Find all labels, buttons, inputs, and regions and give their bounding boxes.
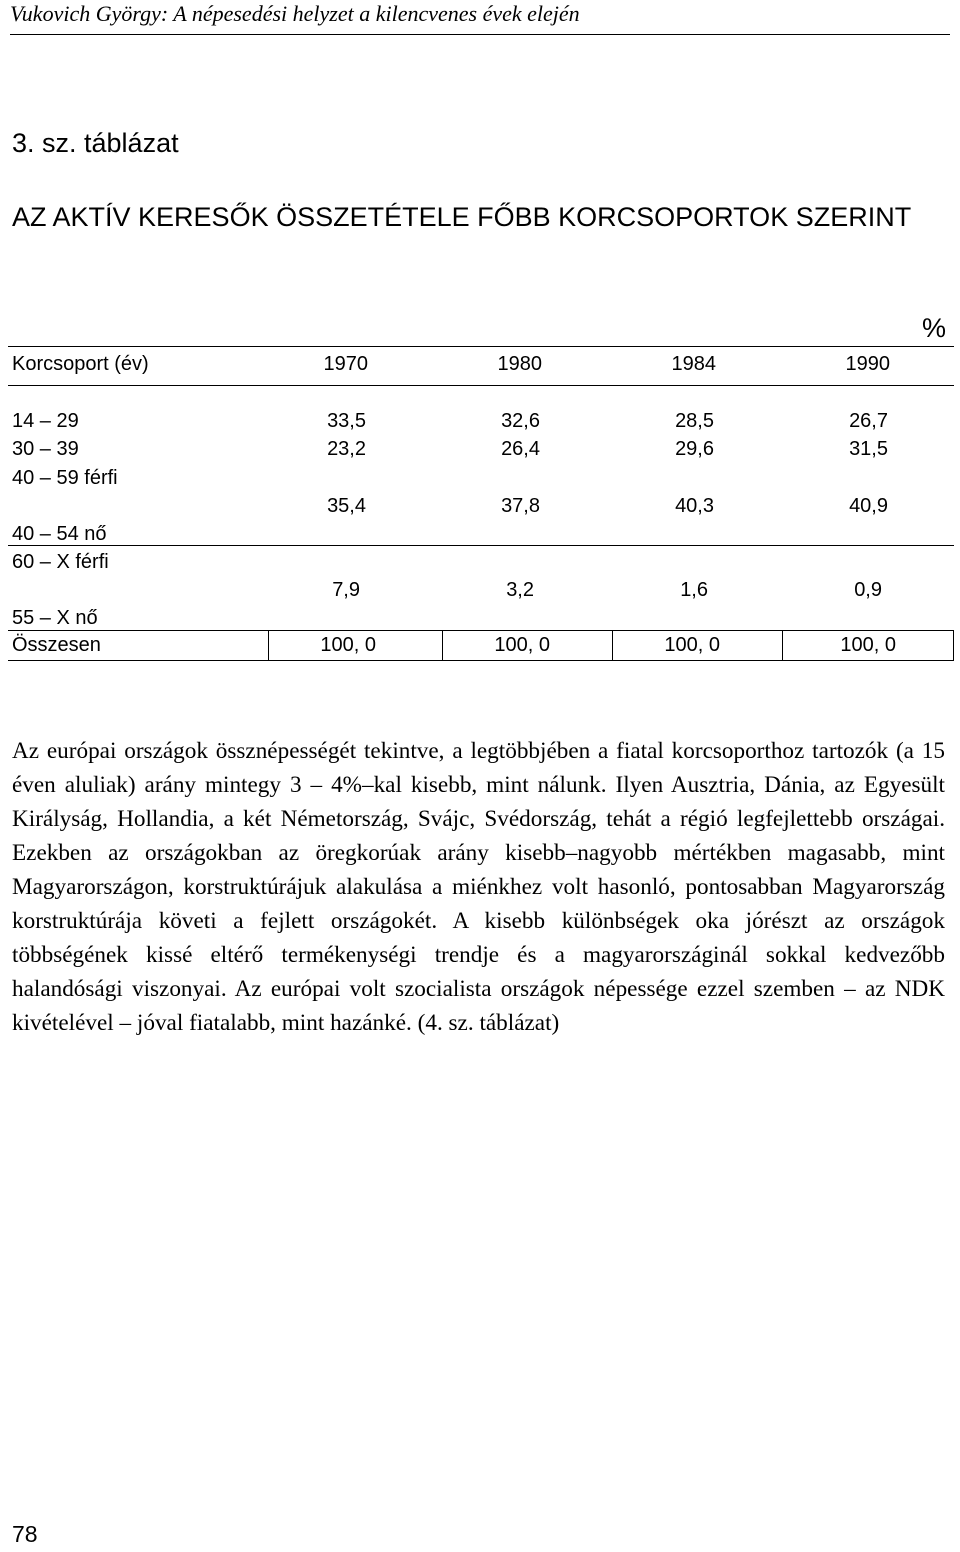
table-title: AZ AKTÍV KERESŐK ÖSSZETÉTELE FŐBB KORCSOPORTOK SZERINT [12,202,912,232]
table-column-rule [953,630,954,660]
value-cell: 28,5 [675,410,714,432]
table-bottom-rule [8,660,954,661]
age-group: 40 – 59 férfi [12,467,118,489]
table-unit: % [921,313,946,343]
table-label: 3. sz. táblázat [12,128,179,158]
value-cell: 100, 0 [840,634,896,656]
value-cell: 1,6 [680,579,708,601]
value-cell: 40,9 [849,495,888,517]
value-cell: 100, 0 [320,634,376,656]
age-group: 60 – X férfi [12,551,109,573]
value-cell: 26,4 [501,438,540,460]
running-title: Vukovich György: A népesedési helyzet a kilencvenes évek elején [10,1,580,26]
total-label: Összesen [12,634,101,656]
table-row-rule [8,545,954,546]
value-cell: 31,5 [849,438,888,460]
value-cell: 32,6 [501,410,540,432]
table-row-rule [8,630,954,631]
value-cell: 29,6 [675,438,714,460]
table-column-rule [442,630,443,660]
column-header: 1990 [845,353,890,375]
value-cell: 7,9 [332,579,360,601]
column-header: 1970 [323,353,368,375]
value-cell: 0,9 [854,579,882,601]
age-group: 30 – 39 [12,438,79,460]
table-column-rule [782,630,783,660]
value-cell: 26,7 [849,410,888,432]
running-header [10,0,950,35]
body-paragraph: Az európai országok össznépességét tekintve, a legtöbbjében a fiatal korcsoporthoz tartozók (a 15 éven aluliak) arány mintegy 3 – 4%–kal kisebb, mint nálunk. Ilyen Ausztria, Dánia, az Egyesült Királyság, Hollandia, a két Németország, Svájc, Svédország, tehát a régió legfejlettebb országai. Ezekben az országokban az öregkorúak arány kisebb–nagyobb mértékben magasabb, mint Magyarországon, korstruktúrájuk alakulása a miénkhez volt hasonló, pontosabban Magyarország korstruktúrája követi a fejlett országokét. A kisebb különbségek oka jórészt az országok többségének kissé eltérő termékenységi trendje és a magyarországinál sokkal kedvezőbb halandósági viszonyai. Az európai volt szocialista országok népessége ezzel szemben – az NDK kivételével – jóval fiatalabb, mint hazánké. (4. sz. táblázat) [12,738,945,1036]
table-top-rule [8,346,954,347]
value-cell: 3,2 [506,579,534,601]
value-cell: 40,3 [675,495,714,517]
value-cell: 100, 0 [664,634,720,656]
age-group: 14 – 29 [12,410,79,432]
value-cell: 23,2 [327,438,366,460]
table-header-rule [8,385,954,386]
column-header: 1984 [671,353,716,375]
age-group: 40 – 54 nő [12,523,107,545]
value-cell: 37,8 [501,495,540,517]
value-cell: 33,5 [327,410,366,432]
table-column-rule [268,630,269,660]
column-header: Korcsoport (év) [12,353,149,375]
value-cell: 35,4 [327,495,366,517]
page-number: 78 [12,1521,38,1547]
column-header: 1980 [497,353,542,375]
value-cell: 100, 0 [494,634,550,656]
table-column-rule [612,630,613,660]
age-group: 55 – X nő [12,607,98,629]
